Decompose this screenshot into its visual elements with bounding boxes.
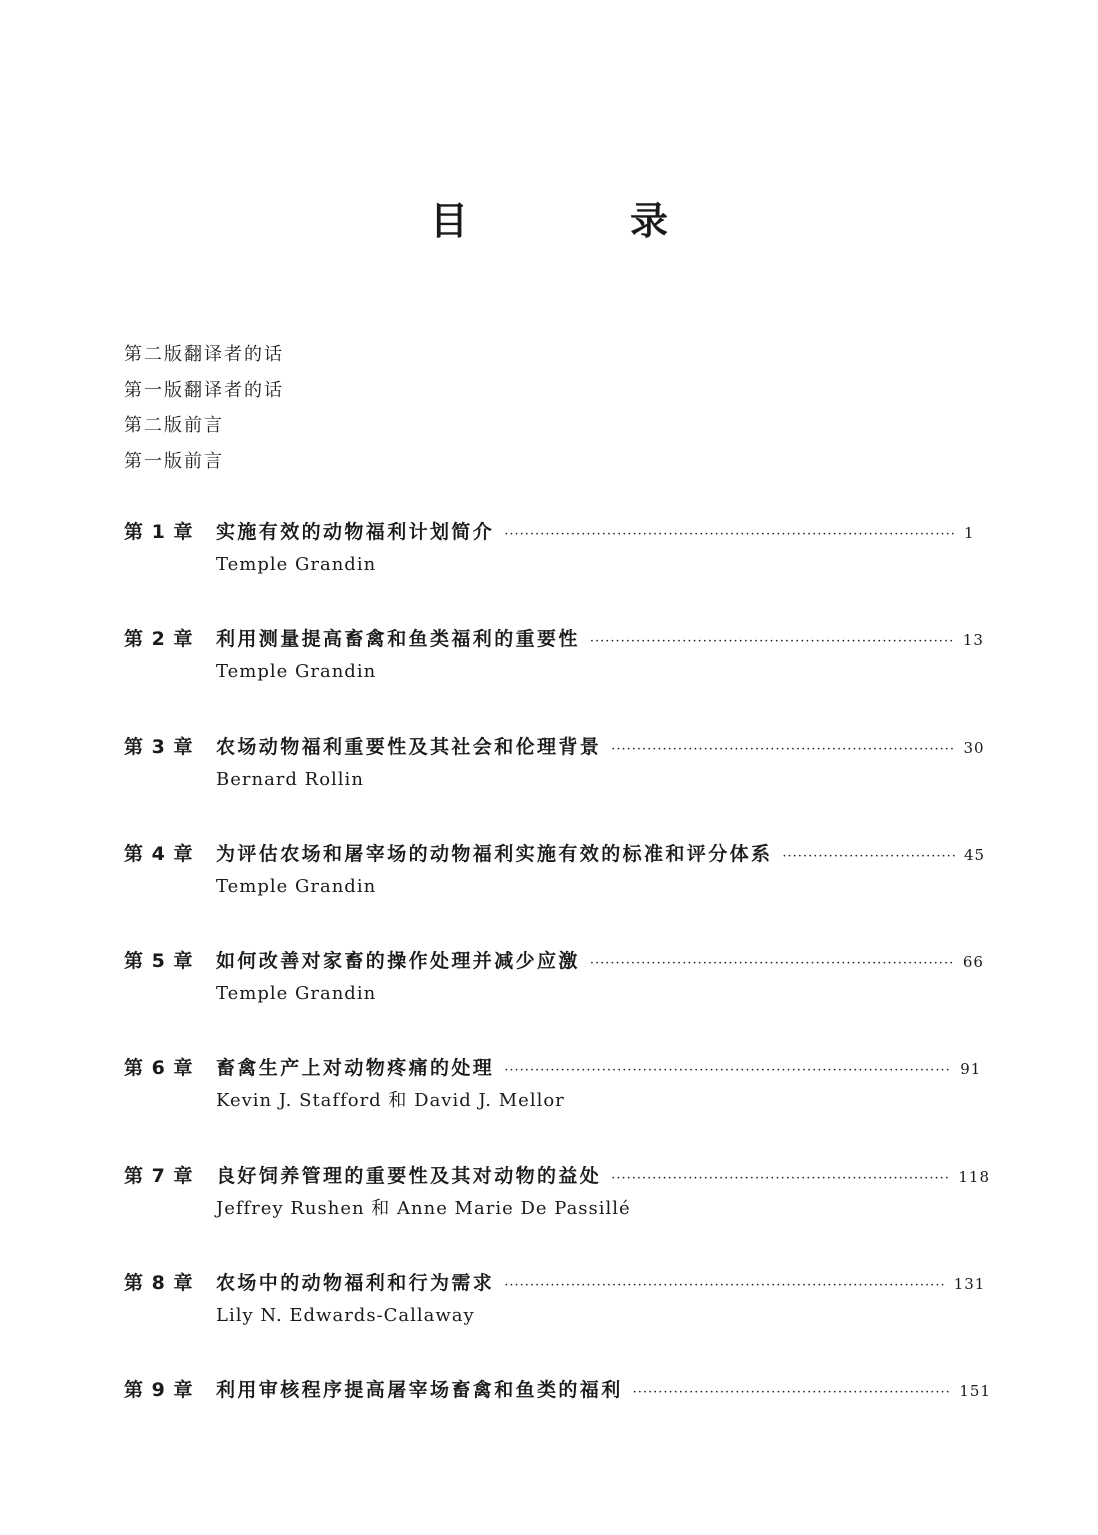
front-matter-item[interactable]: 第二版前言 <box>124 415 224 436</box>
chapter-title[interactable]: 农场动物福利重要性及其社会和伦理背景 <box>216 735 602 758</box>
dot-leader <box>590 626 955 658</box>
dot-leader <box>782 841 956 873</box>
chapter-page-number: 91 <box>960 1060 982 1079</box>
chapter-author: Bernard Rollin <box>216 768 364 790</box>
chapter-title[interactable]: 利用测量提高畜禽和鱼类福利的重要性 <box>216 628 580 651</box>
chapter-author: Temple Grandin <box>216 661 377 683</box>
dot-leader <box>504 1055 952 1087</box>
chapter-number: 第 9 章 <box>124 1379 194 1402</box>
chapter-author: Kevin J. Stafford 和 David J. Mellor <box>216 1090 565 1112</box>
dot-leader <box>590 948 955 980</box>
chapter-author: Temple Grandin <box>216 983 377 1005</box>
chapter-author: Temple Grandin <box>216 554 377 575</box>
chapter-number: 第 7 章 <box>124 1164 194 1187</box>
table-of-contents <box>124 516 991 1482</box>
front-matter-list <box>124 340 284 482</box>
chapter-entry[interactable] <box>124 1052 982 1159</box>
chapter-number: 第 4 章 <box>124 842 194 865</box>
chapter-entry[interactable] <box>124 945 984 1052</box>
chapter-entry[interactable] <box>124 1160 991 1267</box>
chapter-number: 第 1 章 <box>124 521 194 543</box>
chapter-entry[interactable] <box>124 623 984 730</box>
chapter-title[interactable]: 实施有效的动物福利计划简介 <box>216 521 495 543</box>
chapter-author: Lily N. Edwards-Callaway <box>216 1305 475 1327</box>
chapter-title[interactable]: 农场中的动物福利和行为需求 <box>216 1272 495 1295</box>
chapter-page-number: 30 <box>963 738 985 757</box>
front-matter-item[interactable]: 第一版翻译者的话 <box>124 379 284 401</box>
chapter-number: 第 2 章 <box>124 628 194 651</box>
chapter-title[interactable]: 如何改善对家畜的操作处理并减少应激 <box>216 950 580 973</box>
chapter-title[interactable]: 利用审核程序提高屠宰场畜禽和鱼类的福利 <box>216 1379 623 1402</box>
dot-leader <box>611 1163 950 1195</box>
chapter-entry[interactable] <box>124 731 985 838</box>
chapter-page-number: 131 <box>953 1275 986 1294</box>
chapter-title[interactable]: 畜禽生产上对动物疼痛的处理 <box>216 1057 495 1080</box>
chapter-number: 第 6 章 <box>124 1057 194 1080</box>
chapter-page-number: 45 <box>964 845 986 864</box>
chapter-number: 第 5 章 <box>124 950 194 973</box>
chapter-author: Temple Grandin <box>216 875 377 897</box>
dot-leader <box>504 1270 945 1302</box>
dot-leader <box>633 1377 952 1409</box>
chapter-page-number: 151 <box>959 1382 991 1401</box>
dot-leader <box>504 519 956 551</box>
chapter-page-number: 1 <box>964 524 975 542</box>
front-matter-item[interactable]: 第一版前言 <box>124 450 224 472</box>
front-matter-item[interactable]: 第二版翻译者的话 <box>124 344 284 365</box>
chapter-page-number: 118 <box>958 1167 991 1186</box>
chapter-title[interactable]: 为评估农场和屠宰场的动物福利实施有效的标准和评分体系 <box>216 842 773 865</box>
dot-leader <box>611 734 955 766</box>
chapter-entry[interactable] <box>124 838 986 945</box>
chapter-number: 第 8 章 <box>124 1272 194 1295</box>
chapter-author: Jeffrey Rushen 和 Anne Marie De Passillé <box>216 1197 631 1219</box>
chapter-entry[interactable] <box>124 516 974 623</box>
chapter-entry[interactable] <box>124 1374 991 1481</box>
chapter-page-number: 66 <box>962 953 984 972</box>
chapter-entry[interactable] <box>124 1267 986 1374</box>
page-title: 目 录 <box>429 199 730 243</box>
chapter-number: 第 3 章 <box>124 735 194 758</box>
chapter-title[interactable]: 良好饲养管理的重要性及其对动物的益处 <box>216 1164 602 1187</box>
chapter-page-number: 13 <box>962 631 984 650</box>
